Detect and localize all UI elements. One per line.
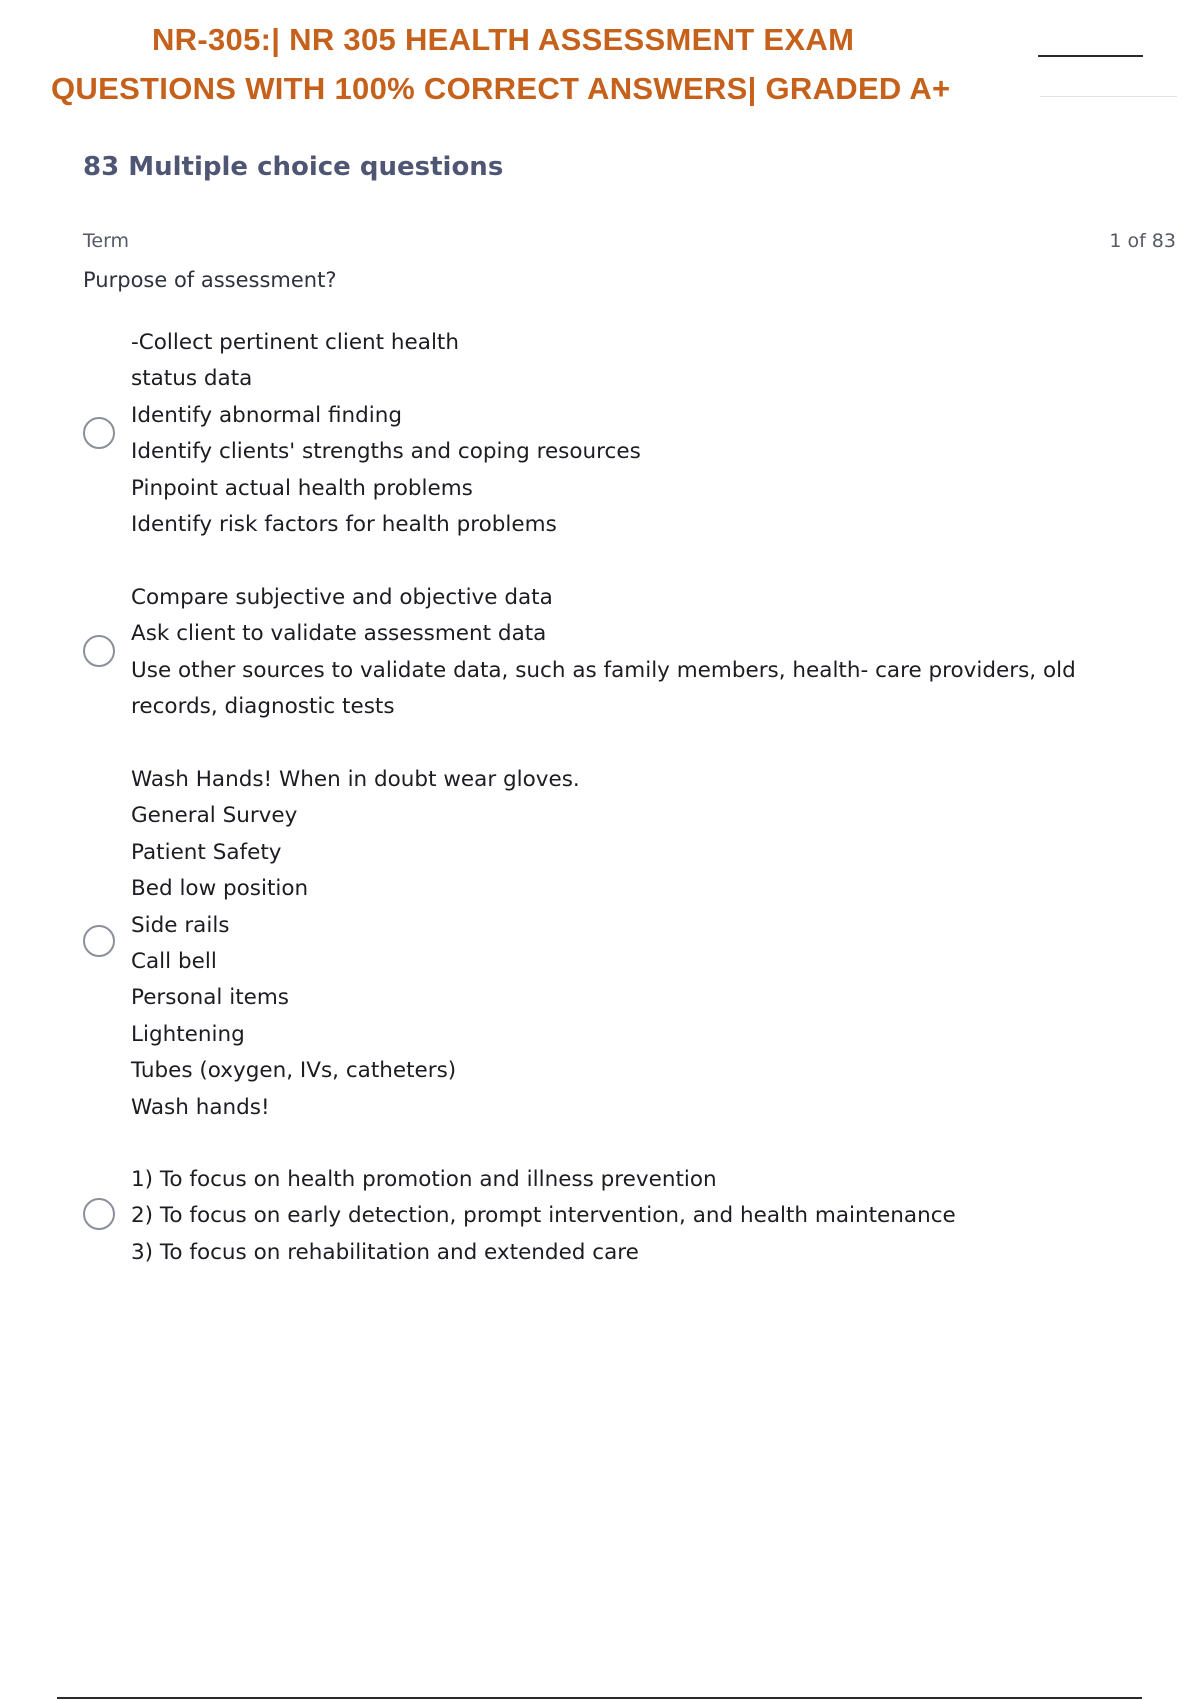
option-line: Identify clients' strengths and coping resources	[131, 439, 641, 465]
option-line: Call bell	[131, 949, 217, 975]
option-line: Wash hands!	[131, 1094, 270, 1120]
option-line: records, diagnostic tests	[131, 694, 395, 720]
option-line: -Collect pertinent client health	[131, 330, 459, 355]
term-label: Term	[83, 230, 130, 252]
option-line: Wash Hands! When in doubt wear gloves.	[131, 767, 580, 792]
option-line: status data	[131, 366, 253, 392]
option-line: Bed low position	[131, 876, 309, 902]
option-line: Compare subjective and objective data	[131, 585, 553, 610]
radio-button-icon[interactable]	[83, 1198, 115, 1230]
option-line: Use other sources to validate data, such as family members, health- care providers, old	[131, 657, 1076, 683]
option-line: Tubes (oxygen, IVs, catheters)	[131, 1058, 457, 1084]
option-line: General Survey	[131, 803, 298, 829]
radio-button-icon[interactable]	[83, 925, 115, 957]
title-line-2: QUESTIONS WITH 100% CORRECT ANSWERS| GRADED A+	[51, 71, 951, 106]
answer-option-text	[131, 762, 1171, 1126]
option-line: Patient Safety	[131, 839, 282, 865]
question-counter: 1 of 83	[1109, 230, 1176, 252]
radio-button-icon[interactable]	[83, 635, 115, 667]
title-faint-rule	[1040, 96, 1177, 97]
question-text: Purpose of assessment?	[83, 268, 337, 292]
option-line: Pinpoint actual health problems	[131, 475, 473, 501]
option-line: Personal items	[131, 985, 290, 1011]
title-line-1: NR-305:| NR 305 HEALTH ASSESSMENT EXAM	[152, 22, 855, 57]
option-line: Side rails	[131, 912, 230, 938]
title-underline-rule	[1038, 55, 1143, 57]
answer-option-text	[131, 1162, 1171, 1271]
option-line: Lightening	[131, 1021, 245, 1047]
option-line: Identify risk factors for health problems	[131, 512, 557, 538]
option-line: Ask client to validate assessment data	[131, 621, 547, 647]
page-bottom-rule	[57, 1697, 1142, 1699]
option-line: 1) To focus on health promotion and illness prevention	[131, 1167, 717, 1192]
option-line: 3) To focus on rehabilitation and extended care	[131, 1239, 639, 1265]
answer-option-text	[131, 580, 1171, 726]
radio-button-icon[interactable]	[83, 417, 115, 449]
option-line: 2) To focus on early detection, prompt intervention, and health maintenance	[131, 1203, 956, 1229]
answer-option-text	[131, 325, 1171, 543]
option-line: Identify abnormal finding	[131, 402, 403, 428]
question-count-heading: 83 Multiple choice questions	[83, 152, 504, 182]
